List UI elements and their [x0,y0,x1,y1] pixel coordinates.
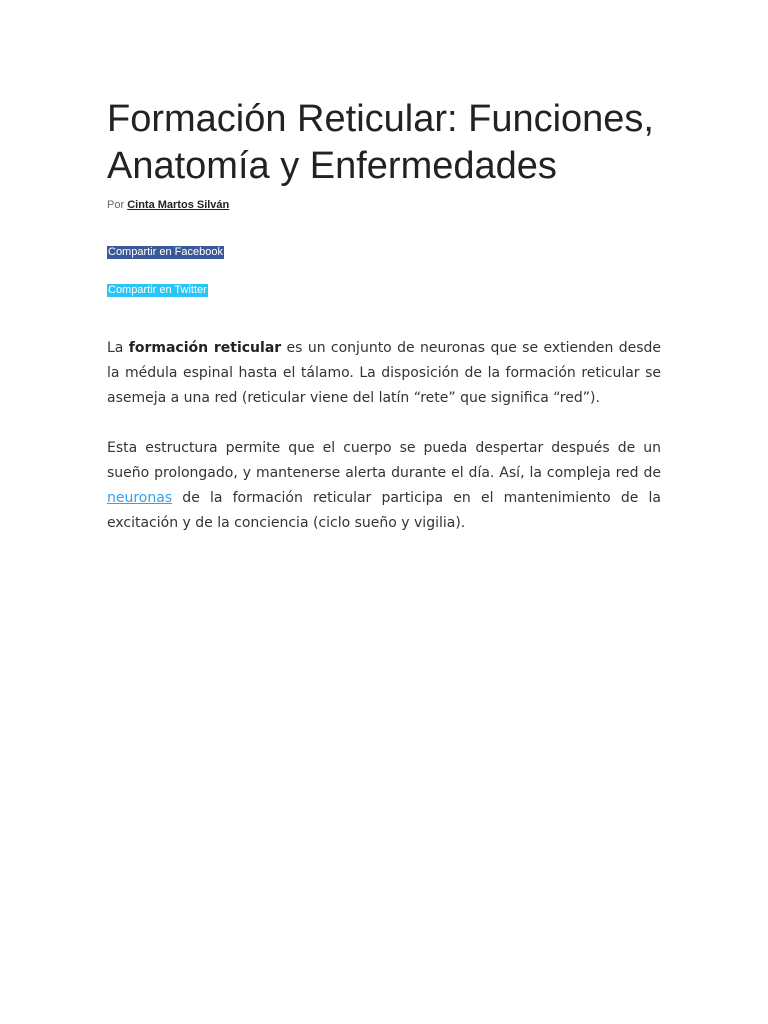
paragraph-2-rest: de la formación reticular participa en el mantenimiento de la excitación y de la conciencia (ciclo sueño y vigilia). [107,490,661,531]
byline [107,198,661,212]
article-body [107,336,661,536]
paragraph-2-text: Esta estructura permite que el cuerpo se pueda despertar después de un sueño prolongado, y mantenerse alerta durante el día. Así, la compleja red de [107,440,661,481]
paragraph-1 [107,336,661,411]
author-link[interactable]: Cinta Martos Silván [127,199,230,211]
paragraph-1-rest: es un conjunto de neuronas que se extienden desde la médula espinal hasta el tálamo. La disposición de la formación reticular se asemeja a una red (reticular viene del latín “rete” que significa “red”). [107,340,661,406]
share-twitter-button[interactable]: Compartir en Twitter [108,284,207,296]
article [107,96,661,561]
share-twitter-row [107,280,661,298]
paragraph-1-bold: formación reticular [128,340,282,356]
neuronas-link[interactable]: neuronas [107,490,173,506]
share-facebook-row [107,242,661,260]
paragraph-1-lead: La [107,340,129,356]
share-facebook-button[interactable]: Compartir en Facebook [108,246,223,258]
page-title: Formación Reticular: Funciones, Anatomía y Enfermedades [107,98,654,187]
byline-prefix: Por [107,199,125,211]
paragraph-2 [107,436,661,536]
